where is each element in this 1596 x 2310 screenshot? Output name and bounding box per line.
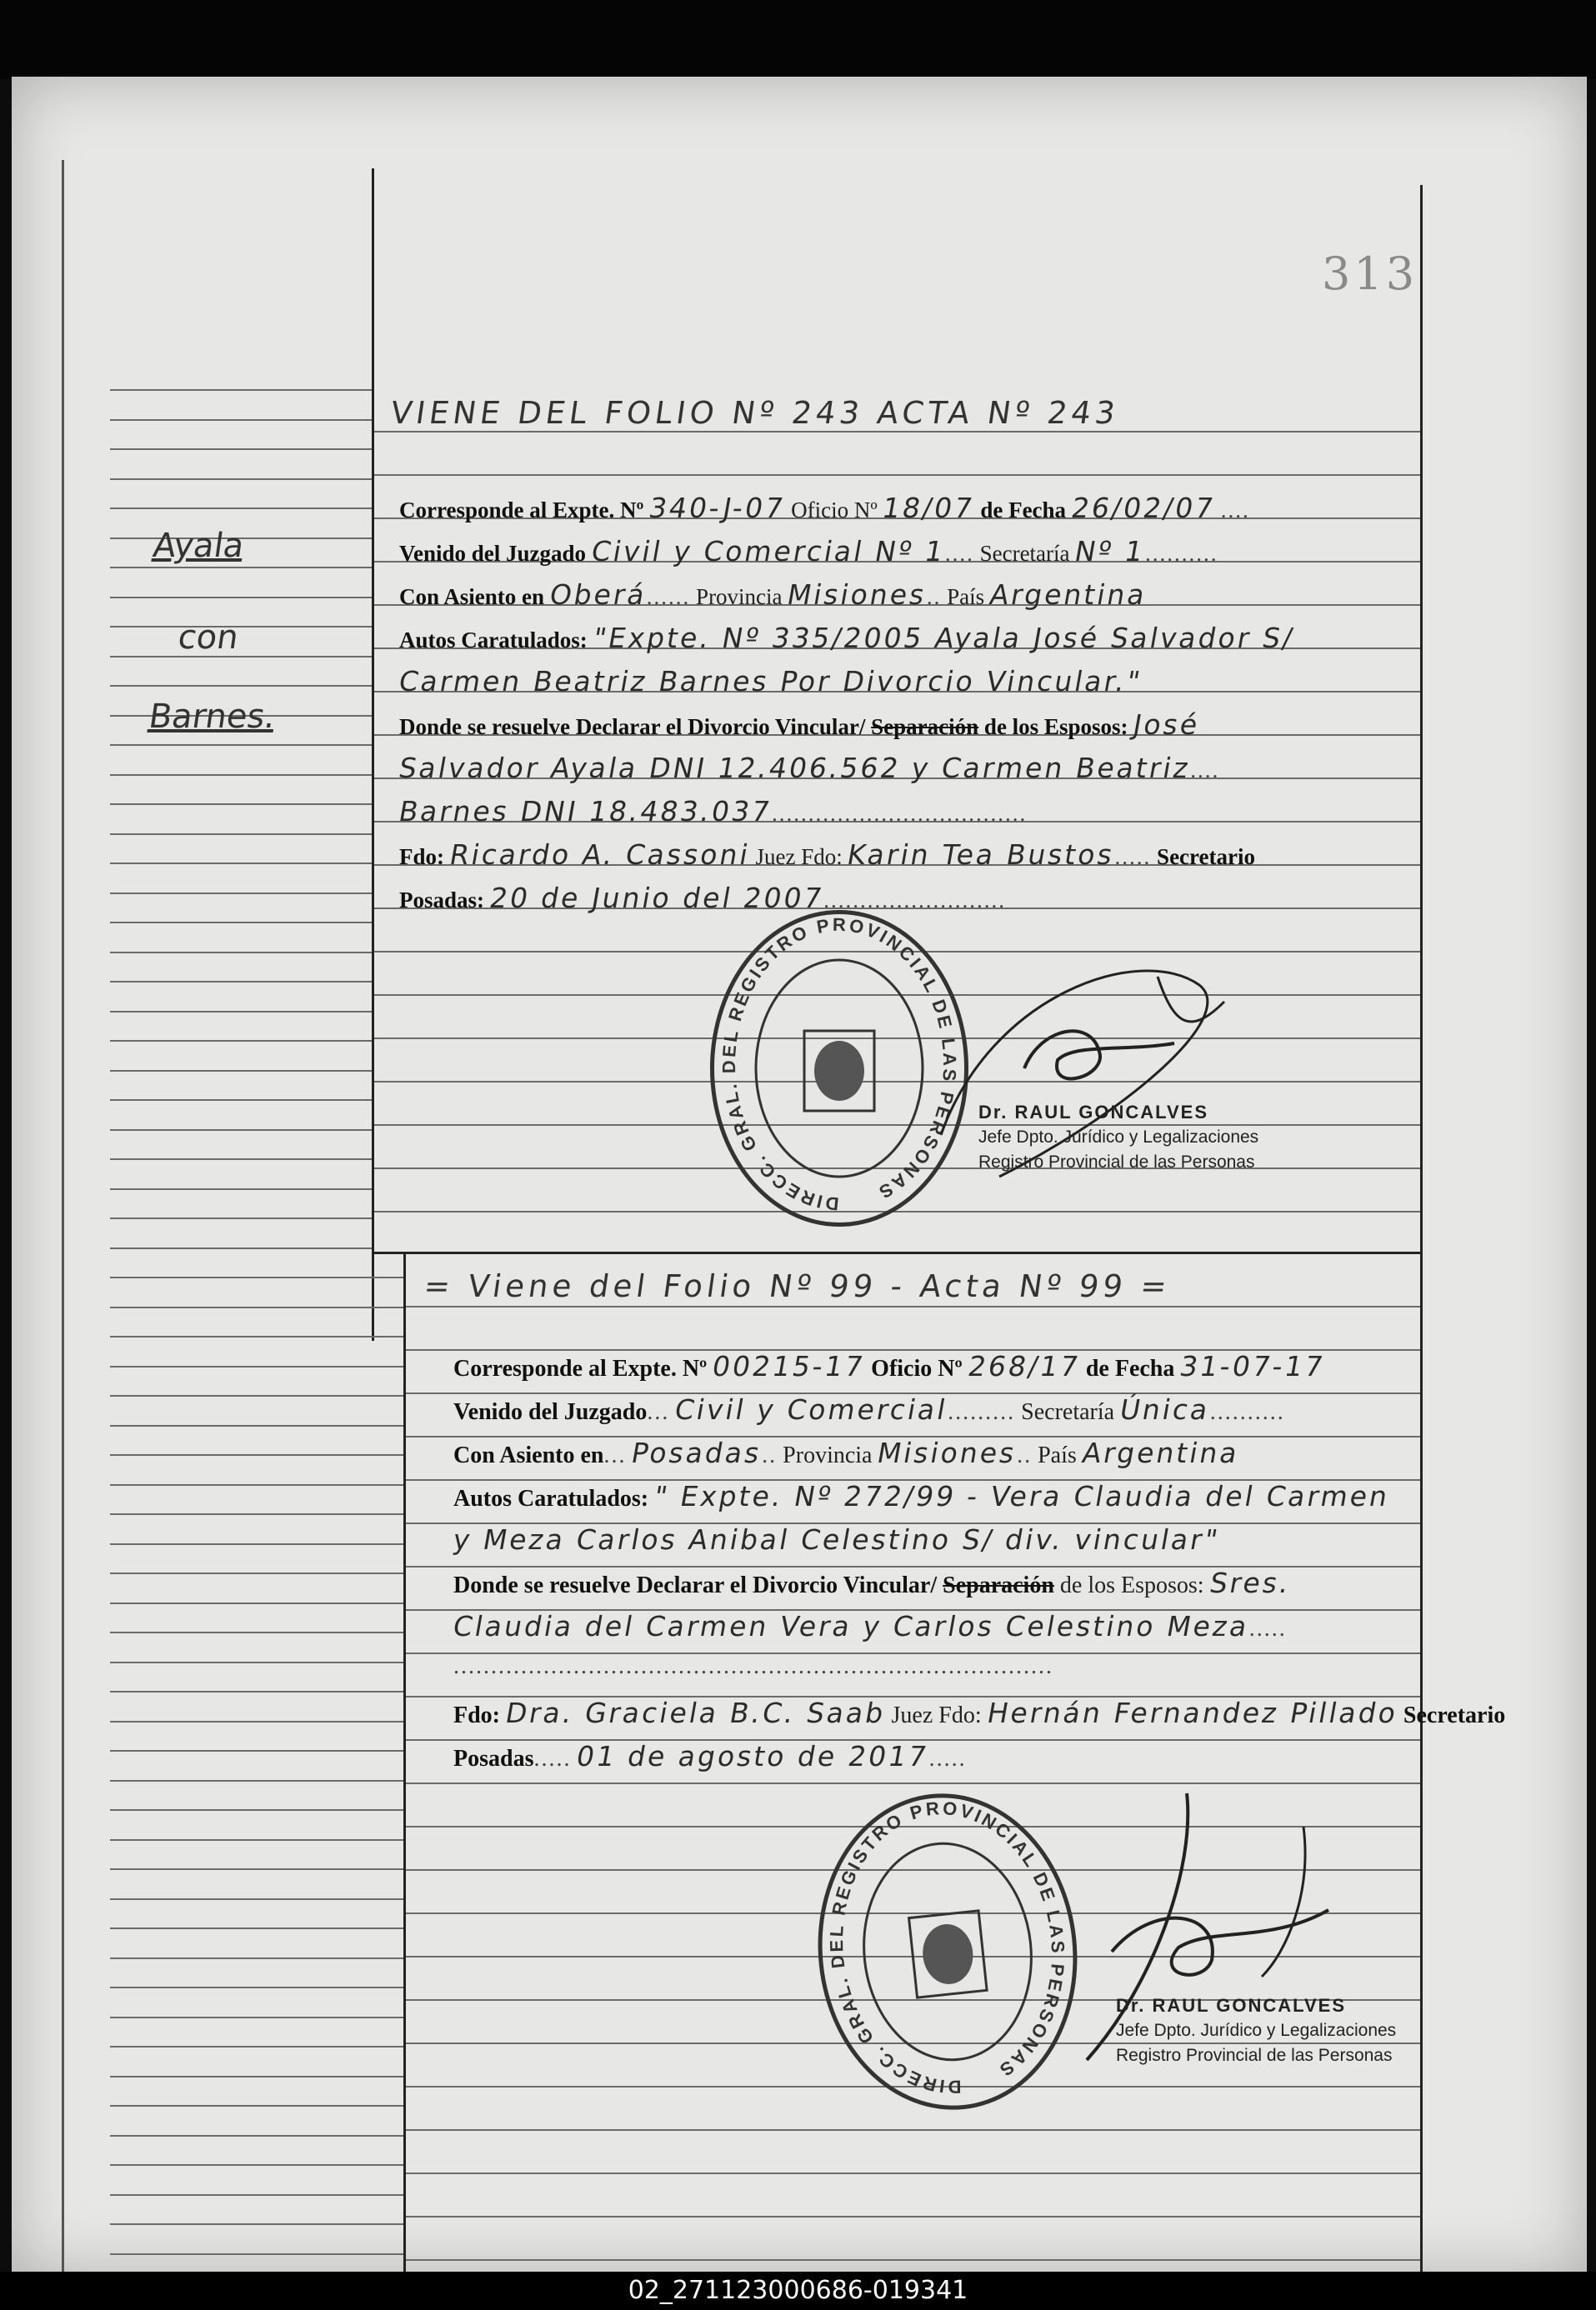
margin-ruled-line bbox=[110, 1248, 372, 1249]
pais-label: País bbox=[947, 584, 985, 609]
body-ruled-line bbox=[406, 2259, 1420, 2261]
fdo-secretario-value: Hernán Fernandez Pillado bbox=[984, 1697, 1401, 1729]
secretaria-label: Secretaría bbox=[1021, 1399, 1115, 1425]
margin-ruled-line bbox=[110, 1513, 403, 1515]
margin-ruled-line bbox=[110, 1129, 372, 1131]
entry-1-asiento-row: Con Asiento en Oberá...... Provincia Misiones.. País Argentina bbox=[399, 578, 1150, 611]
donde-label: Donde se resuelve Declarar el Divorcio Vincular/ bbox=[399, 714, 866, 739]
entry-1-autos-row-2 bbox=[396, 665, 1145, 698]
margin-ruled-line bbox=[110, 1158, 372, 1160]
margin-ruled-line bbox=[110, 803, 372, 805]
entry-separator bbox=[374, 1252, 1423, 1254]
margin-ruled-line bbox=[110, 1070, 372, 1072]
fdo-juez-value: Dra. Graciela B.C. Saab bbox=[503, 1697, 888, 1729]
entry-2-asiento-row: Con Asiento en... Posadas.. Provincia Misiones.. País Argentina bbox=[453, 1437, 1243, 1469]
margin-ruled-line bbox=[110, 1277, 403, 1278]
margin-ruled-line bbox=[110, 981, 372, 982]
corresponde-label: Corresponde al Expte. Nº bbox=[399, 498, 644, 522]
donde-label: Donde se resuelve Declarar el Divorcio Vincular/ bbox=[453, 1572, 938, 1598]
entry-2-posadas-row: Posadas..... 01 de agosto de 2017..... bbox=[453, 1740, 967, 1772]
margin-note-surname-1: Ayala bbox=[150, 527, 247, 565]
esposos-line-1: Salvador Ayala DNI 12.406.562 y Carmen Beatriz bbox=[396, 752, 1193, 784]
provincia-value: Misiones bbox=[784, 578, 930, 611]
margin-ruled-line bbox=[110, 597, 372, 598]
autos-label: Autos Caratulados: bbox=[453, 1486, 649, 1512]
posadas-fecha: 20 de Junio del 2007 bbox=[487, 882, 827, 914]
folio-number: 313 bbox=[1322, 248, 1418, 300]
entry-1-fdo-row: Fdo: Ricardo A. Cassoni Juez Fdo: Karin Tea Bustos..... Secretario bbox=[399, 838, 1255, 871]
margin-ruled-line bbox=[110, 1750, 403, 1752]
margin-ruled-line bbox=[110, 1011, 372, 1012]
fecha-value: 31-07-17 bbox=[1177, 1350, 1328, 1382]
autos-label: Autos Caratulados: bbox=[399, 628, 588, 652]
stamp-seal-graphic bbox=[807, 1785, 1088, 2118]
margin-ruled-line bbox=[110, 952, 372, 953]
esposos-label: de los Esposos: bbox=[1059, 1572, 1204, 1598]
autos-line-2: Carmen Beatriz Barnes Por Divorcio Vincular." bbox=[396, 665, 1145, 698]
asiento-value: Oberá bbox=[547, 578, 650, 611]
oficio-label: Oficio Nº bbox=[791, 498, 878, 522]
entry-1-posadas-row: Posadas: 20 de Junio del 2007......................... bbox=[399, 882, 1007, 914]
separacion-label: Separación bbox=[943, 1572, 1054, 1598]
margin-ruled-line bbox=[110, 1928, 403, 1929]
margin-ruled-line bbox=[110, 389, 372, 391]
margin-ruled-line bbox=[110, 833, 372, 835]
signatory-2-name: Dr. RAUL GONCALVES bbox=[1116, 1995, 1346, 2016]
margin-ruled-line bbox=[110, 1662, 403, 1663]
posadas-label: Posadas bbox=[453, 1746, 534, 1772]
expte-value: 00215-17 bbox=[709, 1350, 868, 1382]
signatory-1-office: Registro Provincial de las Personas bbox=[978, 1152, 1255, 1172]
signatory-2-block bbox=[1116, 1993, 1396, 2068]
autos-line-1: "Expte. Nº 335/2005 Ayala José Salvador S/ bbox=[590, 622, 1298, 654]
margin-ruled-line bbox=[110, 1366, 403, 1368]
fdo-juez-value: Ricardo A. Cassoni bbox=[447, 838, 753, 871]
signatory-1-block bbox=[978, 1100, 1258, 1175]
pais-label: País bbox=[1038, 1442, 1077, 1468]
body-ruled-line bbox=[406, 2172, 1420, 2174]
margin-ruled-line bbox=[110, 626, 372, 628]
body-ruled-line bbox=[406, 2129, 1420, 2131]
margin-ruled-line bbox=[110, 2017, 403, 2018]
provincia-label: Provincia bbox=[696, 584, 783, 609]
secretario-label: Secretario bbox=[1403, 1702, 1506, 1728]
margin-ruled-line bbox=[110, 1780, 403, 1782]
entry-2-autos-row-2 bbox=[450, 1523, 1223, 1556]
signatory-1-name: Dr. RAUL GONCALVES bbox=[978, 1102, 1208, 1122]
column-rule-left-lower bbox=[403, 1252, 406, 2277]
oficio-value: 18/07 bbox=[880, 492, 978, 524]
entry-1-autos-row bbox=[399, 622, 1298, 654]
fdo-secretario-value: Karin Tea Bustos bbox=[845, 838, 1118, 871]
margin-ruled-line bbox=[110, 1188, 372, 1190]
body-ruled-line bbox=[406, 2216, 1420, 2218]
image-caption: 02_271123000686-019341 bbox=[0, 2272, 1596, 2310]
expte-value: 340-J-07 bbox=[646, 492, 788, 524]
margin-ruled-line bbox=[110, 1632, 403, 1633]
esposos-line-0: Sres. bbox=[1207, 1567, 1293, 1599]
margin-ruled-line bbox=[110, 1395, 403, 1397]
fecha-label: de Fecha bbox=[1085, 1356, 1175, 1382]
juez-fdo-label: Juez Fdo: bbox=[891, 1702, 982, 1728]
margin-ruled-line bbox=[110, 1484, 403, 1486]
margin-ruled-line bbox=[110, 1572, 403, 1574]
margin-ruled-line bbox=[110, 567, 372, 568]
body-ruled-line bbox=[374, 431, 1420, 432]
margin-ruled-line bbox=[110, 1721, 403, 1722]
secretaria-label: Secretaría bbox=[979, 541, 1070, 566]
asiento-label: Con Asiento en bbox=[453, 1442, 604, 1468]
margin-ruled-line bbox=[110, 1691, 403, 1692]
pais-value: Argentina bbox=[987, 578, 1150, 611]
juzgado-value: Civil y Comercial bbox=[672, 1393, 951, 1426]
book-shadow bbox=[0, 0, 1596, 79]
entry-1-esposos-row-2: Barnes DNI 18.483.037................................... bbox=[396, 795, 1028, 828]
margin-ruled-line bbox=[110, 2135, 403, 2137]
margin-note-surname-2: Barnes. bbox=[146, 698, 278, 736]
margin-ruled-line bbox=[110, 2076, 403, 2078]
entry-2-autos-row bbox=[453, 1480, 1393, 1512]
secretario-label: Secretario bbox=[1157, 844, 1255, 869]
entry-1-esposos-row-1: Salvador Ayala DNI 12.406.562 y Carmen Beatriz.... bbox=[396, 752, 1220, 784]
margin-ruled-line bbox=[110, 1099, 372, 1101]
entry-1-donde-row bbox=[399, 708, 1203, 741]
column-rule-right bbox=[1420, 185, 1423, 2277]
margin-ruled-line bbox=[110, 2105, 403, 2107]
oficio-label: Oficio Nº bbox=[871, 1356, 963, 1382]
register-page bbox=[12, 77, 1587, 2277]
esposos-label: de los Esposos: bbox=[983, 714, 1128, 739]
posadas-label: Posadas: bbox=[399, 888, 485, 912]
autos-line-1: " Expte. Nº 272/99 - Vera Claudia del Carmen bbox=[651, 1480, 1393, 1512]
fdo-label: Fdo: bbox=[399, 844, 444, 869]
fecha-label: de Fecha bbox=[980, 498, 1067, 522]
margin-ruled-line bbox=[110, 419, 372, 421]
page-edge-rule bbox=[62, 160, 64, 2293]
margin-ruled-line bbox=[110, 892, 372, 894]
margin-ruled-line bbox=[110, 774, 372, 776]
margin-ruled-line bbox=[110, 1040, 372, 1042]
juzgado-label: Venido del Juzgado bbox=[453, 1399, 648, 1425]
margin-ruled-line bbox=[110, 1958, 403, 1959]
margin-ruled-line bbox=[110, 656, 372, 658]
margin-ruled-line bbox=[110, 1218, 372, 1219]
margin-ruled-line bbox=[110, 862, 372, 864]
signatory-2-role: Jefe Dpto. Jurídico y Legalizaciones bbox=[1116, 2021, 1397, 2040]
signatory-2-office: Registro Provincial de las Personas bbox=[1116, 2046, 1393, 2065]
margin-ruled-line bbox=[110, 1307, 403, 1308]
esposos-line-1: Claudia del Carmen Vera y Carlos Celestino Meza bbox=[450, 1610, 1253, 1642]
entry-1-juzgado-row: Venido del Juzgado Civil y Comercial Nº 1.... Secretaría Nº 1.......... bbox=[399, 535, 1218, 568]
margin-ruled-line bbox=[110, 1602, 403, 1604]
fdo-label: Fdo: bbox=[453, 1702, 500, 1728]
entry-2-donde-row bbox=[453, 1567, 1293, 1599]
entry-2-juzgado-row: Venido del Juzgado... Civil y Comercial......... Secretaría Única.......... bbox=[453, 1393, 1285, 1426]
margin-ruled-line bbox=[110, 1839, 403, 1841]
column-rule-left bbox=[372, 168, 374, 1341]
official-stamp-2 bbox=[803, 1781, 1093, 2122]
margin-ruled-line bbox=[110, 685, 372, 687]
body-ruled-line bbox=[374, 474, 1420, 476]
provincia-label: Provincia bbox=[783, 1442, 873, 1468]
margin-ruled-line bbox=[110, 922, 372, 923]
entry-2-blank-row: ................................................................................ bbox=[453, 1653, 1053, 1679]
juzgado-value: Civil y Comercial Nº 1 bbox=[588, 535, 948, 568]
body-ruled-line bbox=[406, 1306, 1420, 1308]
margin-ruled-line bbox=[110, 1425, 403, 1427]
oficio-value: 268/17 bbox=[965, 1350, 1083, 1382]
margin-ruled-line bbox=[110, 448, 372, 450]
posadas-fecha: 01 de agosto de 2017 bbox=[574, 1740, 933, 1772]
entry-2-corresponde-row bbox=[453, 1350, 1328, 1382]
margin-ruled-line bbox=[110, 1898, 403, 1900]
margin-ruled-line bbox=[110, 2253, 403, 2255]
separacion-label: Separación bbox=[871, 714, 979, 739]
margin-ruled-line bbox=[110, 1809, 403, 1811]
provincia-value: Misiones bbox=[875, 1437, 1020, 1469]
pais-value: Argentina bbox=[1079, 1437, 1243, 1469]
secretaria-value: Única bbox=[1117, 1393, 1213, 1426]
esposos-line-0: José bbox=[1130, 708, 1203, 741]
margin-ruled-line bbox=[110, 1454, 403, 1456]
margin-ruled-line bbox=[110, 2164, 403, 2166]
margin-ruled-line bbox=[110, 508, 372, 509]
secretaria-value: Nº 1 bbox=[1072, 535, 1148, 568]
juez-fdo-label: Juez Fdo: bbox=[755, 844, 843, 869]
margin-ruled-line bbox=[110, 1987, 403, 1988]
juzgado-label: Venido del Juzgado bbox=[399, 541, 587, 566]
margin-ruled-line bbox=[110, 1543, 403, 1545]
margin-ruled-line bbox=[110, 1336, 403, 1338]
stamp-1-ring-text: DIRECC. GRAL. DEL REGISTRO PROVINCIAL DE LAS PERSONAS bbox=[718, 914, 961, 1215]
entry-1-corresponde-row: Corresponde al Expte. Nº 340-J-07 Oficio Nº 18/07 de Fecha 26/02/07 .... bbox=[399, 492, 1250, 524]
corresponde-label: Corresponde al Expte. Nº bbox=[453, 1356, 708, 1382]
margin-ruled-line bbox=[110, 744, 372, 746]
asiento-label: Con Asiento en bbox=[399, 584, 545, 609]
signatory-1-role: Jefe Dpto. Jurídico y Legalizaciones bbox=[978, 1128, 1259, 1147]
margin-ruled-line bbox=[110, 2223, 403, 2225]
margin-note-con: con bbox=[175, 618, 242, 657]
entry-2-heading: = Viene del Folio Nº 99 - Acta Nº 99 = bbox=[421, 1268, 1173, 1304]
margin-ruled-line bbox=[110, 2194, 403, 2196]
entry-1-heading: VIENE DEL FOLIO Nº 243 ACTA Nº 243 bbox=[388, 395, 1122, 431]
fecha-value: 26/02/07 bbox=[1068, 492, 1218, 524]
entry-2-fdo-row bbox=[453, 1697, 1505, 1729]
margin-ruled-line bbox=[110, 478, 372, 480]
entry-2-esposos-row-1: Claudia del Carmen Vera y Carlos Celestino Meza..... bbox=[450, 1610, 1287, 1642]
stamp-2-ring-text: DIRECC. GRAL. DEL REGISTRO PROVINCIAL DE LAS PERSONAS bbox=[825, 1797, 1069, 2098]
asiento-value: Posadas bbox=[629, 1437, 765, 1469]
esposos-line-2: Barnes DNI 18.483.037 bbox=[396, 795, 775, 828]
autos-line-2: y Meza Carlos Anibal Celestino S/ div. vincular" bbox=[450, 1523, 1223, 1556]
margin-ruled-line bbox=[110, 2046, 403, 2048]
margin-ruled-line bbox=[110, 1868, 403, 1870]
